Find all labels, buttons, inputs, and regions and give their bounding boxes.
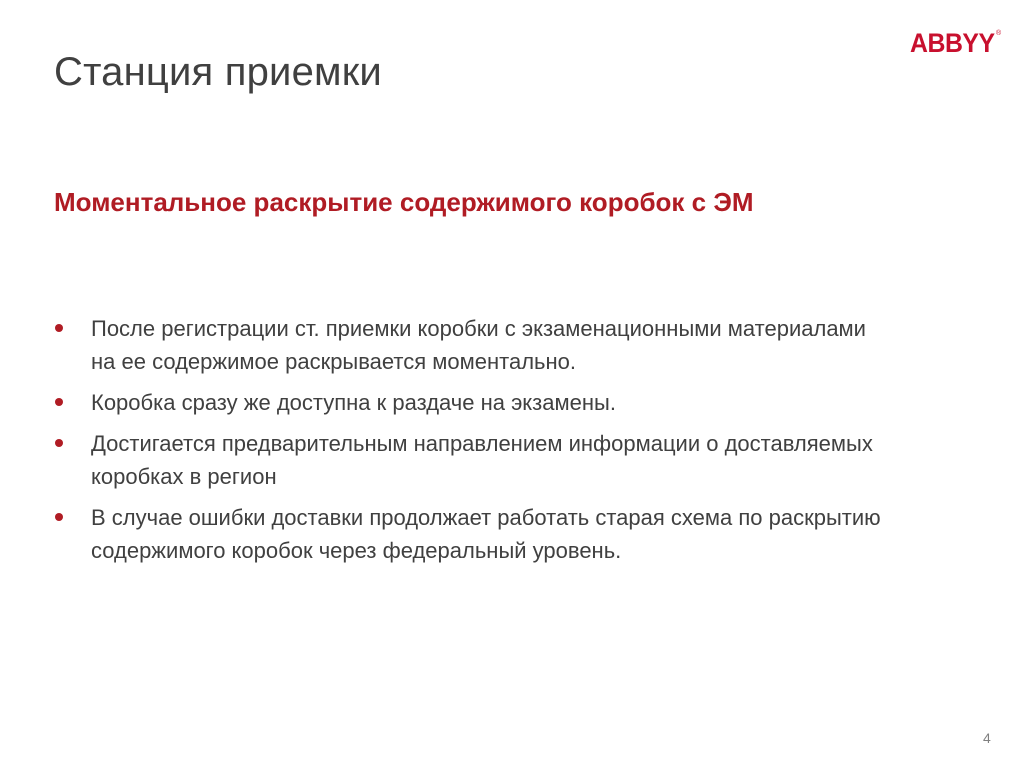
bullet-item [54,501,894,567]
bullet-icon [55,439,63,447]
bullet-item [54,427,894,493]
logo-text: ABBYY [910,28,995,58]
slide-subtitle: Моментальное раскрытие содержимого коробок с ЭМ [54,187,754,217]
page-number: 4 [983,730,991,746]
bullet-text: Коробка сразу же доступна к раздаче на экзамены. [91,390,616,415]
bullet-list [54,312,894,575]
bullet-text: После регистрации ст. приемки коробки с экзаменационными материалами на ее содержимое раскрывается моментально. [91,316,866,374]
registered-mark: ® [996,30,1002,37]
bullet-item [54,386,894,419]
slide-title: Станция приемки [54,50,382,94]
bullet-icon [55,513,63,521]
bullet-icon [55,324,63,332]
bullet-text: Достигается предварительным направлением информации о доставляемых коробках в регион [91,431,873,489]
bullet-text: В случае ошибки доставки продолжает работать старая схема по раскрытию содержимого коробок через федеральный уровень. [91,505,881,563]
bullet-icon [55,398,63,406]
abbyy-logo [910,28,1001,58]
bullet-item [54,312,894,378]
